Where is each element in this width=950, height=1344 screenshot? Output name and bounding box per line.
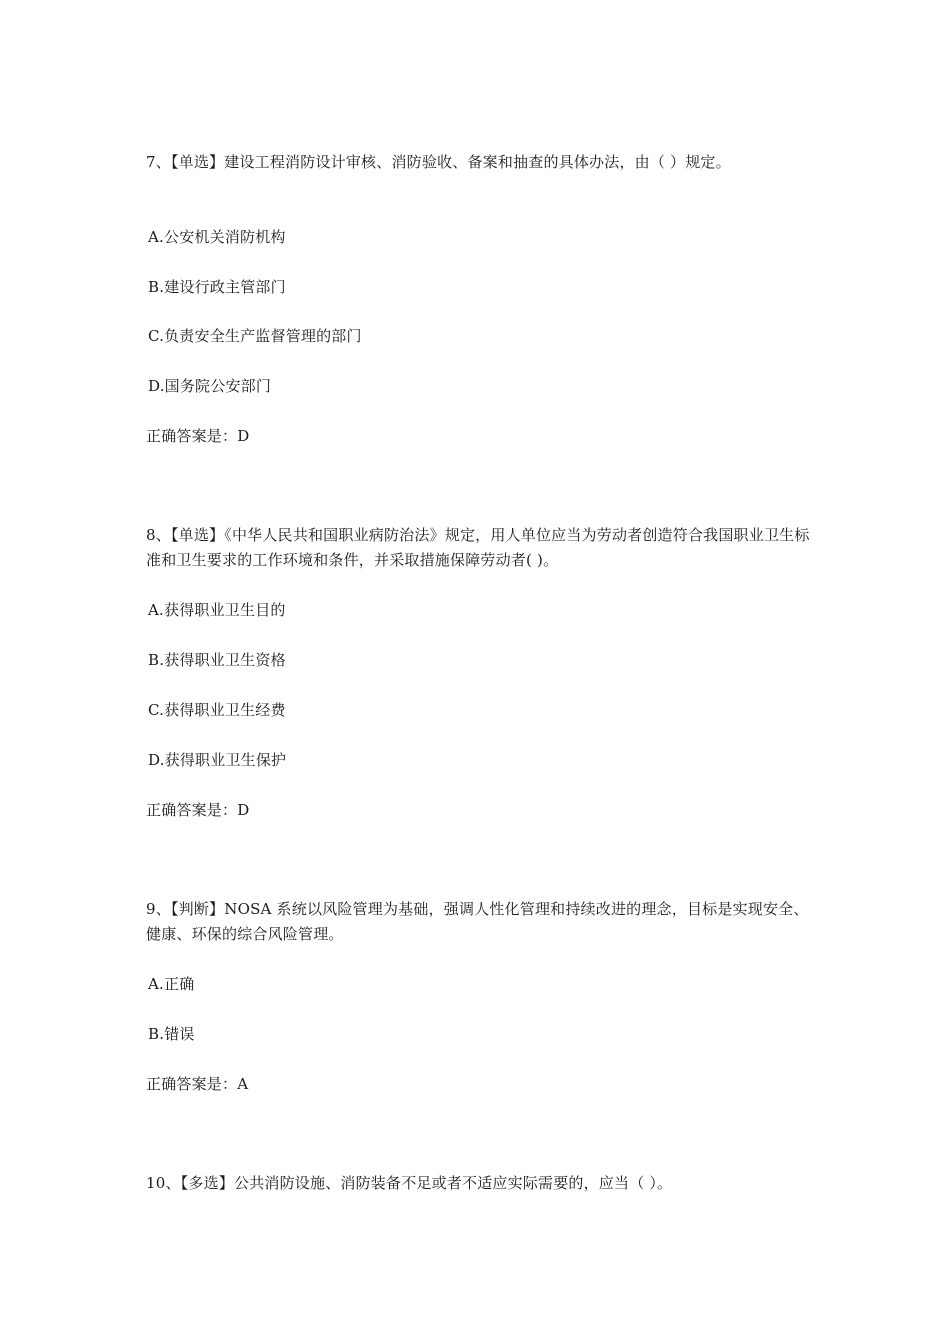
question-7-option-a: A.公安机关消防机构 [148, 228, 286, 246]
question-7-option-d: D.国务院公安部门 [148, 377, 272, 395]
question-7-option-c: C.负责安全生产监督管理的部门 [148, 327, 362, 345]
question-9-answer: 正确答案是：A [146, 1075, 249, 1093]
question-9-text: 9、【判断】NOSA 系统以风险管理为基础，强调人性化管理和持续改进的理念，目标是实现安全、健康、环保的综合风险管理。 [146, 900, 809, 943]
question-8-option-b: B.获得职业卫生资格 [148, 651, 286, 669]
question-8-option-c: C.获得职业卫生经费 [148, 701, 286, 719]
question-9-option-a: A.正确 [148, 975, 195, 993]
question-10-text: 10、【多选】公共消防设施、消防装备不足或者不适应实际需要的，应当（ ）。 [146, 1174, 673, 1192]
question-8-answer: 正确答案是：D [146, 801, 250, 819]
question-8-text: 8、【单选】《中华人民共和国职业病防治法》规定，用人单位应当为劳动者创造符合我国职业卫生标准和卫生要求的工作环境和条件，并采取措施保障劳动者( )。 [146, 526, 810, 569]
question-7-answer: 正确答案是：D [146, 427, 250, 445]
question-9-option-b: B.错误 [148, 1025, 195, 1043]
question-8-option-d: D.获得职业卫生保护 [148, 751, 287, 769]
question-7-option-b: B.建设行政主管部门 [148, 278, 286, 296]
question-8-option-a: A.获得职业卫生目的 [148, 601, 286, 619]
question-7-text: 7、【单选】建设工程消防设计审核、消防验收、备案和抽查的具体办法，由（ ）规定。 [146, 153, 731, 171]
